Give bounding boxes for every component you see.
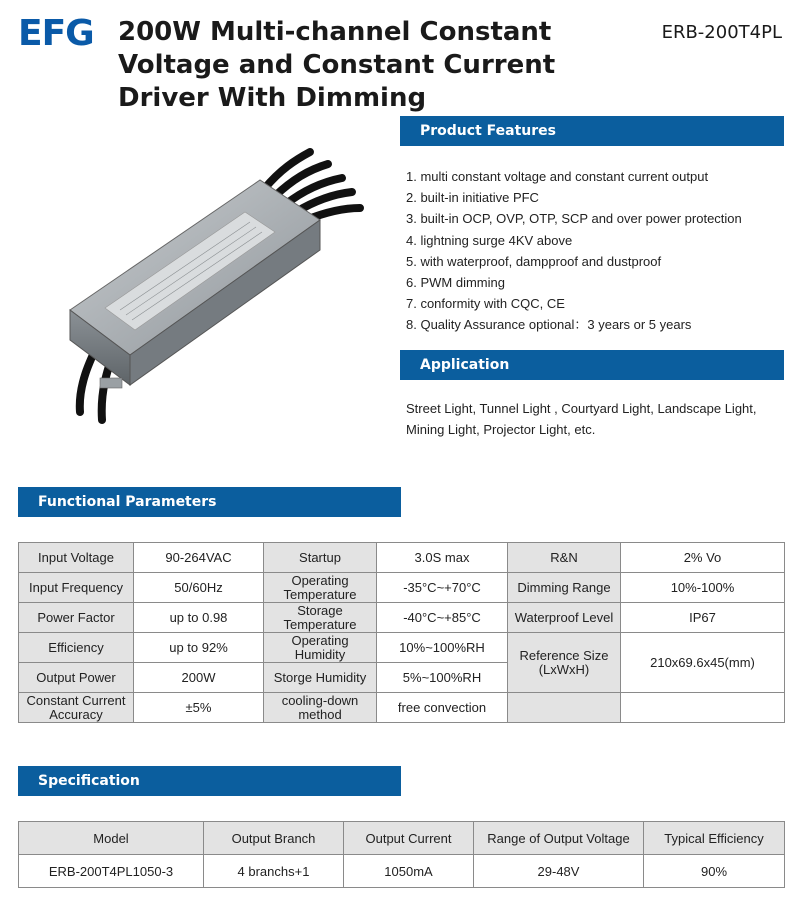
param-value: -35°C~+70°C	[377, 573, 508, 603]
application-text: Street Light, Tunnel Light , Courtyard Light, Landscape Light, Mining Light, Projector Light, etc.	[406, 401, 757, 437]
param-label: Efficiency	[19, 633, 134, 663]
param-value: 5%~100%RH	[377, 663, 508, 693]
specification-heading: Specification	[18, 766, 401, 796]
feature-item: 7. conformity with CQC, CE	[406, 296, 565, 312]
spec-cell: 4 branchs+1	[204, 855, 344, 888]
param-value: 90-264VAC	[134, 543, 264, 573]
param-value: 2% Vo	[621, 543, 785, 573]
param-value: free convection	[377, 693, 508, 723]
specification-table	[18, 821, 785, 888]
param-label: Operating Humidity	[264, 633, 377, 663]
param-label: Startup	[264, 543, 377, 573]
param-value: 3.0S max	[377, 543, 508, 573]
column-header: Typical Efficiency	[644, 822, 785, 855]
column-header: Output Current	[344, 822, 474, 855]
param-value: 10%-100%	[621, 573, 785, 603]
param-label: Storage Temperature	[264, 603, 377, 633]
table-row	[19, 543, 785, 573]
param-label: Input Voltage	[19, 543, 134, 573]
param-value: 50/60Hz	[134, 573, 264, 603]
table-row	[19, 633, 785, 663]
param-label: Power Factor	[19, 603, 134, 633]
param-label: Waterproof Level	[508, 603, 621, 633]
param-value: up to 92%	[134, 633, 264, 663]
param-label: Dimming Range	[508, 573, 621, 603]
spec-cell: 1050mA	[344, 855, 474, 888]
feature-item: 5. with waterproof, dampproof and dustproof	[406, 253, 662, 269]
param-value: ±5%	[134, 693, 264, 723]
product-features-list	[406, 166, 742, 336]
spec-cell: 29-48V	[474, 855, 644, 888]
param-label: Storge Humidity	[264, 663, 377, 693]
spec-cell: 90%	[644, 855, 785, 888]
table-row	[19, 573, 785, 603]
param-value: IP67	[621, 603, 785, 633]
column-header: Model	[19, 822, 204, 855]
param-value: 200W	[134, 663, 264, 693]
feature-item: 6. PWM dimming	[406, 274, 505, 290]
product-features-heading: Product Features	[400, 116, 784, 146]
param-label: Operating Temperature	[264, 573, 377, 603]
table-row	[19, 603, 785, 633]
param-label: cooling-down method	[264, 693, 377, 723]
functional-parameters-heading: Functional Parameters	[18, 487, 401, 517]
spec-cell: ERB-200T4PL1050-3	[19, 855, 204, 888]
application-heading: Application	[400, 350, 784, 380]
feature-item: 4. lightning surge 4KV above	[406, 232, 573, 248]
param-value: 10%~100%RH	[377, 633, 508, 663]
column-header: Output Branch	[204, 822, 344, 855]
table-header-row	[19, 822, 785, 855]
feature-item: 3. built-in OCP, OVP, OTP, SCP and over power protection	[406, 211, 742, 227]
model-code: ERB-200T4PL	[661, 22, 782, 43]
efg-logo: EFG	[18, 13, 94, 54]
param-label	[508, 693, 621, 723]
feature-item: 8. Quality Assurance optional：3 years or 5 years	[406, 317, 692, 333]
param-label: R&N	[508, 543, 621, 573]
param-value	[621, 693, 785, 723]
table-row	[19, 693, 785, 723]
param-label: Constant Current Accuracy	[19, 693, 134, 723]
param-value: 210x69.6x45(mm)	[621, 633, 785, 693]
product-image	[60, 140, 380, 430]
param-label: Output Power	[19, 663, 134, 693]
table-row	[19, 855, 785, 888]
param-value: up to 0.98	[134, 603, 264, 633]
param-label: Input Frequency	[19, 573, 134, 603]
column-header: Range of Output Voltage	[474, 822, 644, 855]
functional-parameters-table	[18, 542, 785, 723]
feature-item: 2. built-in initiative PFC	[406, 190, 539, 206]
param-value: -40°C~+85°C	[377, 603, 508, 633]
param-label: Reference Size (LxWxH)	[508, 633, 621, 693]
feature-item: 1. multi constant voltage and constant current output	[406, 169, 709, 184]
page-title: 200W Multi-channel Constant Voltage and Constant Current Driver With Dimming	[118, 17, 556, 113]
